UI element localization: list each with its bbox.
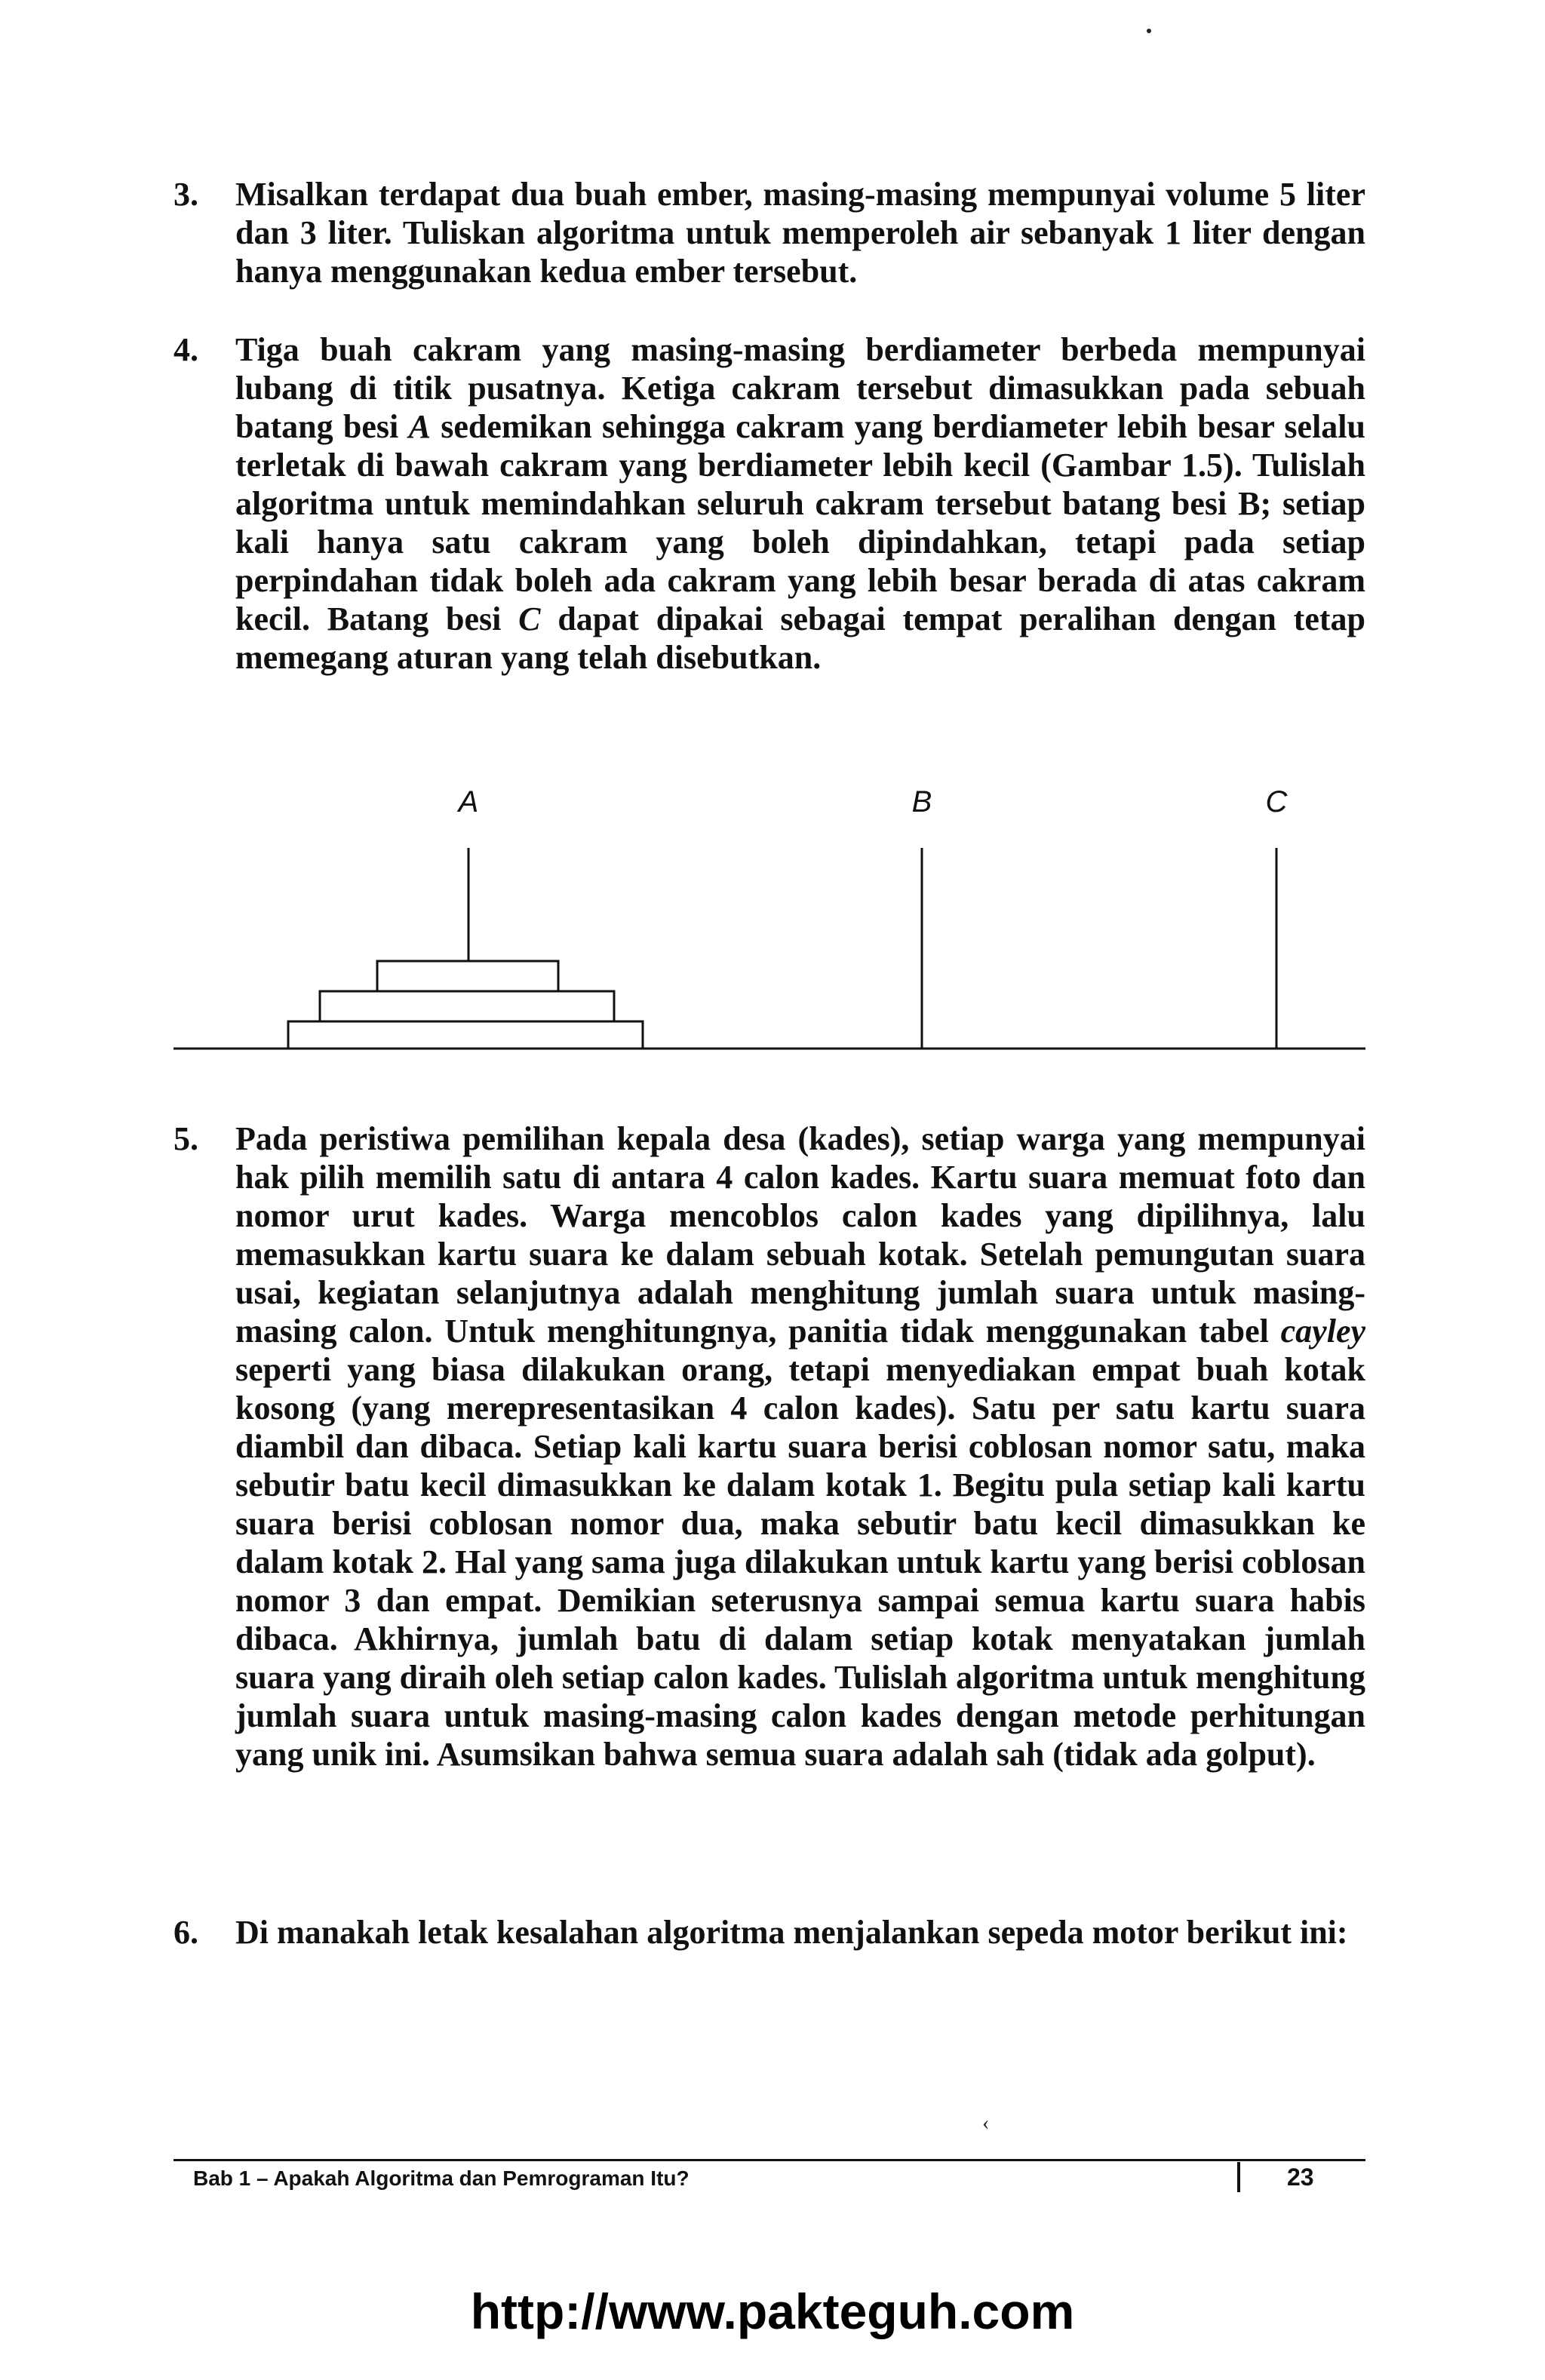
problem-number: 4.: [174, 331, 198, 368]
disk-large: [288, 1021, 643, 1049]
scan-speck: [1147, 29, 1151, 33]
peg-label-a: A: [458, 785, 479, 818]
problem-6: [174, 1913, 1365, 1952]
problem-text: [235, 330, 1365, 677]
problem-4: [174, 330, 1365, 677]
footer-rule: [174, 2159, 1365, 2161]
hanoi-diagram: [174, 769, 1365, 1056]
problem-paragraph: Di manakah letak kesalahan algoritma menjalankan sepeda motor berikut ini:: [235, 1914, 1348, 1951]
text-run: sedemikan sehingga cakram yang berdiameter lebih besar selalu terletak di bawah cakram yang berdiameter lebih kecil (Gambar 1.5). Tulislah algoritma untuk memindahkan seluruh cakram tersebut batang besi B; setiap kali hanya satu cakram yang boleh dipindahkan, tetapi pada setiap perpindahan tidak boleh ada cakram yang lebih besar berada di atas cakram kecil. Batang besi: [235, 408, 1365, 637]
text-run: seperti yang biasa dilakukan orang, tetapi menyediakan empat buah kotak kosong (yang merepresentasikan 4 calon kades). Satu per satu kartu suara diambil dan dibaca. Setiap kali kartu suara berisi coblosan nomor satu, maka sebutir batu kecil dimasukkan ke dalam kotak 1. Begitu pula setiap kali kartu suara berisi coblosan nomor dua, maka sebutir batu kecil dimasukkan ke dalam kotak 2. Hal yang sama juga dilakukan untuk kartu yang berisi coblosan nomor 3 dan empat. Demikian seterusnya sampai semua kartu suara habis dibaca. Akhirnya, jumlah batu di dalam setiap kotak menyatakan jumlah suara yang diraih oleh setiap calon kades. Tulislah algoritma untuk menghitung jumlah suara untuk masing-masing calon kades dengan metode perhitungan yang unik ini. Asumsikan bahwa semua suara adalah sah (tidak ada golput).: [235, 1351, 1365, 1773]
tower-of-hanoi-figure: [174, 769, 1365, 1056]
problem-3: [174, 175, 1365, 290]
text-run: Tiga buah cakram yang masing-masing berdiameter berbeda mempunyai lubang di titik pusatnya. Ketiga cakram tersebut dimasukkan pada sebuah batang besi: [235, 331, 1365, 445]
text-run: Pada peristiwa pemilihan kepala desa (kades), setiap warga yang mempunyai hak pilih memilih satu di antara 4 calon kades. Kartu suara memuat foto dan nomor urut kades. Warga mencoblos calon kades yang dipilihnya, lalu memasukkan kartu suara ke dalam sebuah kotak. Setelah pemungutan suara usai, kegiatan selanjutnya adalah menghitung jumlah suara untuk masing-masing calon. Untuk menghitungnya, panitia tidak menggunakan tabel: [235, 1120, 1365, 1350]
peg-c-reference: C: [518, 600, 541, 637]
peg-a-reference: A: [408, 408, 431, 445]
problem-text: [235, 175, 1365, 290]
peg-label-b: B: [911, 785, 932, 818]
text-run: dapat dipakai sebagai tempat peralihan dengan tetap memegang aturan yang telah disebutkan.: [235, 600, 1365, 676]
stray-mark: ‹: [982, 2111, 990, 2135]
problem-paragraph: [235, 1119, 1365, 1773]
problem-number: 3.: [174, 176, 198, 213]
cayley-term: cayley: [1280, 1313, 1365, 1350]
footer-separator: [1237, 2162, 1240, 2192]
problem-paragraph: Misalkan terdapat dua buah ember, masing-masing mempunyai volume 5 liter dan 3 liter. Tuliskan algoritma untuk memperoleh air sebanyak 1 liter dengan hanya menggunakan kedua ember tersebut.: [235, 176, 1365, 290]
page-number: 23: [1287, 2163, 1314, 2191]
problem-text: [235, 1119, 1365, 1773]
disk-medium: [320, 991, 614, 1021]
problem-number: 6.: [174, 1914, 198, 1951]
footer-chapter-title: Bab 1 – Apakah Algoritma dan Pemrograman Itu?: [193, 2167, 690, 2190]
peg-label-c: C: [1265, 785, 1288, 818]
watermark-url: http://www.pakteguh.com: [470, 2283, 1075, 2339]
problem-text: [235, 1913, 1365, 1952]
problem-number: 5.: [174, 1120, 198, 1157]
disk-small: [377, 961, 558, 991]
problem-paragraph: [235, 330, 1365, 677]
problem-5: [174, 1119, 1365, 1773]
